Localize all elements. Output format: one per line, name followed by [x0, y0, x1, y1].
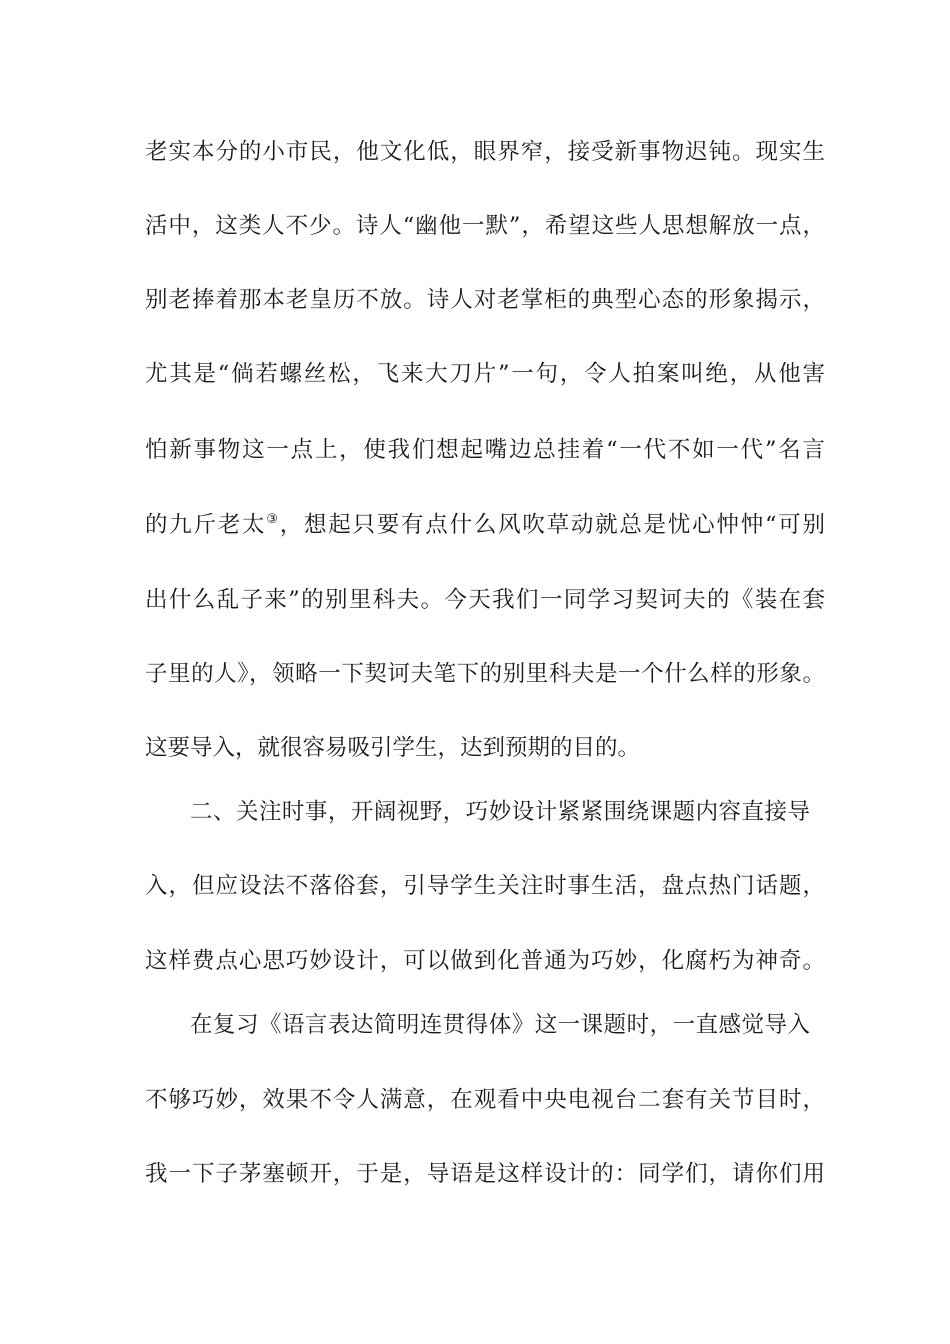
text-line-8: 子里的人》，领略一下契诃夫笔下的别里科夫是一个什么样的形象。 [145, 661, 825, 687]
text-line-6a: 的九斤老太 [145, 512, 267, 538]
text-line-4: 尤其是“倘若螺丝松，飞来大刀片”一句，令人拍案叫绝，从他害 [145, 361, 825, 387]
footnote-marker: ③ [266, 512, 280, 527]
text-line-7: 出什么乱子来”的别里科夫。今天我们一同学习契诃夫的《装在套 [145, 587, 825, 613]
text-line-2: 活中，这类人不少。诗人“幽他一默”，希望这些人思想解放一点， [145, 213, 825, 239]
text-line-14: 不够巧妙，效果不令人满意，在观看中央电视台二套有关节目时， [145, 1087, 825, 1113]
text-line-13: 在复习《语言表达简明连贯得体》这一课题时，一直感觉导入 [190, 1012, 810, 1038]
text-line-9: 这要导入，就很容易吸引学生，达到预期的目的。 [145, 735, 641, 761]
text-line-11: 入，但应设法不落俗套，引导学生关注时事生活，盘点热门话题， [145, 873, 825, 899]
text-line-5: 怕新事物这一点上，使我们想起嘴边总挂着“一代不如一代”名言 [145, 437, 825, 463]
text-line-1: 老实本分的小市民，他文化低，眼界窄，接受新事物迟钝。现实生 [145, 139, 825, 165]
text-line-6 [145, 505, 825, 545]
text-line-12: 这样费点心思巧妙设计，可以做到化普通为巧妙，化腐朽为神奇。 [145, 948, 825, 974]
text-line-3: 别老捧着那本老皇历不放。诗人对老掌柜的典型心态的形象揭示， [145, 287, 825, 313]
text-line-6b: ，想起只要有点什么风吹草动就总是忧心忡忡“可别 [279, 512, 825, 538]
text-line-10: 二、关注时事，开阔视野，巧妙设计紧紧围绕课题内容直接导 [190, 799, 810, 825]
text-line-15: 我一下子茅塞顿开，于是，导语是这样设计的：同学们，请你们用 [145, 1161, 825, 1187]
